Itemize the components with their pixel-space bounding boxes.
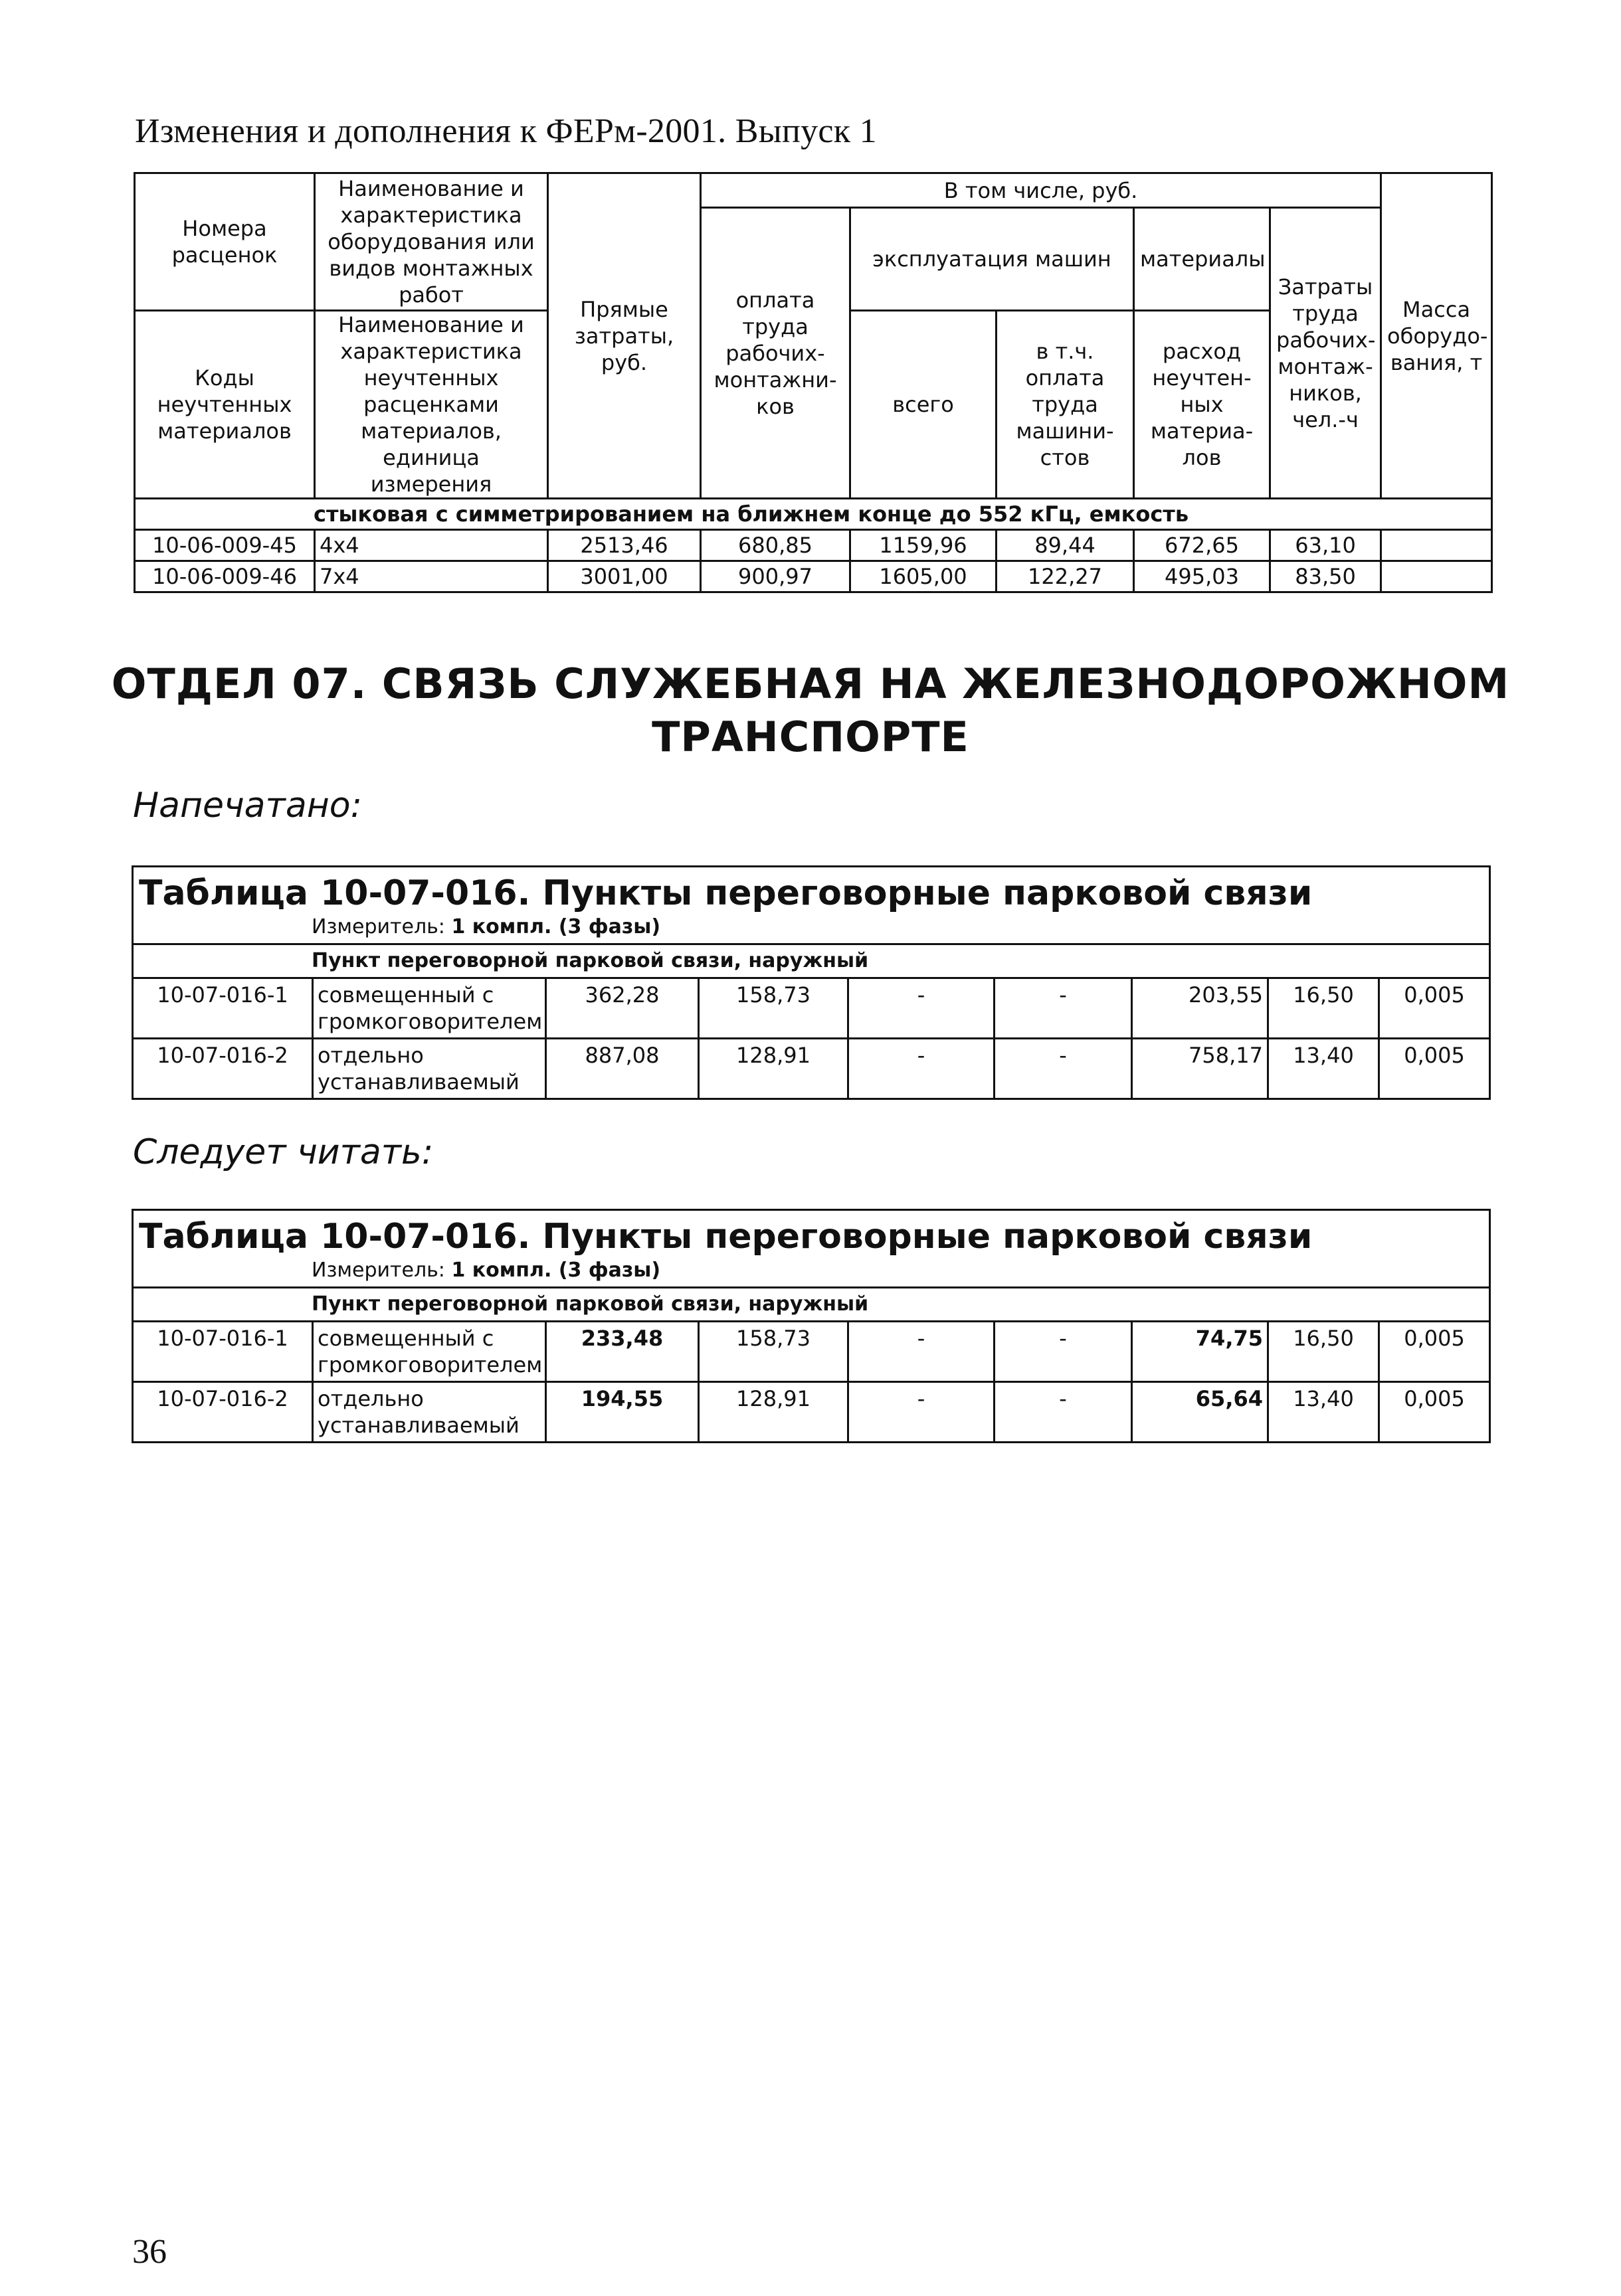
materials: 74,75 [1132,1322,1268,1382]
labor-costs: 13,40 [1268,1382,1379,1443]
mass: 0,005 [1379,978,1490,1039]
mass: 0,005 [1379,1039,1490,1099]
labor-pay: 128,91 [699,1039,848,1099]
labor-costs: 63,10 [1270,530,1381,561]
section-title-line-2: ТРАНСПОРТЕ [652,713,969,761]
note-should-read: Следует читать: [133,1132,434,1172]
labor-costs: 13,40 [1268,1039,1379,1099]
meter-value: 1 компл. (3 фазы) [451,1259,661,1282]
header-including: В том числе, руб. [701,173,1381,208]
mass [1381,561,1492,592]
labor-pay: 158,73 [699,1322,848,1382]
rate-name: совмещенный с громкоговорителем [313,1322,546,1382]
direct-costs: 362,28 [546,978,699,1039]
header-labor-costs: Затраты труда рабочих-монтаж-ников, чел.-ч [1270,208,1381,499]
header-labor-pay: оплата труда рабочих-монтажни-ков [701,208,850,499]
group-label: стыковая с симметрированием на ближнем конце до 552 кГц, емкость [135,499,1492,530]
rate-name: совмещенный с громкоговорителем [313,978,546,1039]
rate-code: 10-07-016-2 [133,1382,313,1443]
rate-name: 7x4 [315,561,548,592]
rate-code: 10-06-009-46 [135,561,315,592]
table-row [133,1039,1490,1099]
table-row [135,530,1492,561]
header-codes: Коды неучтенных материалов [135,311,315,499]
labor-costs: 16,50 [1268,1322,1379,1382]
header-direct-costs: Прямые затраты, руб. [548,173,701,499]
meter-label: Измеритель: [312,1259,445,1282]
materials: 65,64 [1132,1382,1268,1443]
header-materials: материалы [1134,208,1270,311]
header-machines-total: всего [850,311,997,499]
table-row [133,1382,1490,1443]
table-title: Таблица 10-07-016. Пункты переговорные парковой связи [133,867,1490,915]
header-name-equipment: Наименование и характеристика оборудования или видов монтажных работ [315,173,548,311]
machines-total: - [848,1382,995,1443]
machines-incl: 122,27 [997,561,1134,592]
rate-name: отдельно устанавливаемый [313,1039,546,1099]
meter-label: Измеритель: [312,915,445,938]
table-row [135,561,1492,592]
direct-costs: 194,55 [546,1382,699,1443]
labor-costs: 83,50 [1270,561,1381,592]
direct-costs: 2513,46 [548,530,701,561]
header-machines-incl: в т.ч. оплата труда машини-стов [997,311,1134,499]
labor-pay: 900,97 [701,561,850,592]
printed-table [132,865,1491,1100]
table-title: Таблица 10-07-016. Пункты переговорные парковой связи [133,1210,1490,1258]
rate-code: 10-07-016-2 [133,1039,313,1099]
rates-header-table [134,172,1493,593]
materials: 672,65 [1134,530,1270,561]
labor-pay: 158,73 [699,978,848,1039]
machines-total: - [848,1322,995,1382]
materials: 495,03 [1134,561,1270,592]
table-meter [133,914,1490,944]
labor-costs: 16,50 [1268,978,1379,1039]
materials: 758,17 [1132,1039,1268,1099]
machines-total: 1605,00 [850,561,997,592]
machines-total: - [848,978,995,1039]
mass: 0,005 [1379,1382,1490,1443]
machines-incl: - [995,1382,1132,1443]
note-printed: Напечатано: [133,786,363,826]
table-row [133,978,1490,1039]
direct-costs: 233,48 [546,1322,699,1382]
labor-pay: 128,91 [699,1382,848,1443]
header-materials-use: расход неучтен-ных материа-лов [1134,311,1270,499]
page-number: 36 [132,2233,167,2271]
direct-costs: 887,08 [546,1039,699,1099]
section-title-line-1: ОТДЕЛ 07. СВЯЗЬ СЛУЖЕБНАЯ НА ЖЕЛЕЗНОДОРОЖНОМ [111,660,1510,708]
rate-code: 10-07-016-1 [133,978,313,1039]
header-machines: эксплуатация машин [850,208,1134,311]
group-label: Пункт переговорной парковой связи, наружный [133,1288,1490,1322]
running-head: Изменения и дополнения к ФЕРм-2001. Выпуск 1 [135,112,877,150]
direct-costs: 3001,00 [548,561,701,592]
rate-code: 10-07-016-1 [133,1322,313,1382]
header-name-materials: Наименование и характеристика неучтенных расценками материалов, единица измерения [315,311,548,499]
machines-total: - [848,1039,995,1099]
rate-name: 4x4 [315,530,548,561]
table-row [133,1322,1490,1382]
header-rate-numbers: Номера расценок [135,173,315,311]
machines-total: 1159,96 [850,530,997,561]
mass [1381,530,1492,561]
section-title [100,658,1521,764]
materials: 203,55 [1132,978,1268,1039]
machines-incl: 89,44 [997,530,1134,561]
header-mass: Масса оборудо-вания, т [1381,173,1492,499]
table-meter [133,1257,1490,1288]
group-label: Пункт переговорной парковой связи, наружный [133,944,1490,978]
machines-incl: - [995,1039,1132,1099]
meter-value: 1 компл. (3 фазы) [451,915,661,938]
machines-incl: - [995,1322,1132,1382]
mass: 0,005 [1379,1322,1490,1382]
rate-name: отдельно устанавливаемый [313,1382,546,1443]
machines-incl: - [995,978,1132,1039]
should-read-table [132,1209,1491,1443]
labor-pay: 680,85 [701,530,850,561]
rate-code: 10-06-009-45 [135,530,315,561]
